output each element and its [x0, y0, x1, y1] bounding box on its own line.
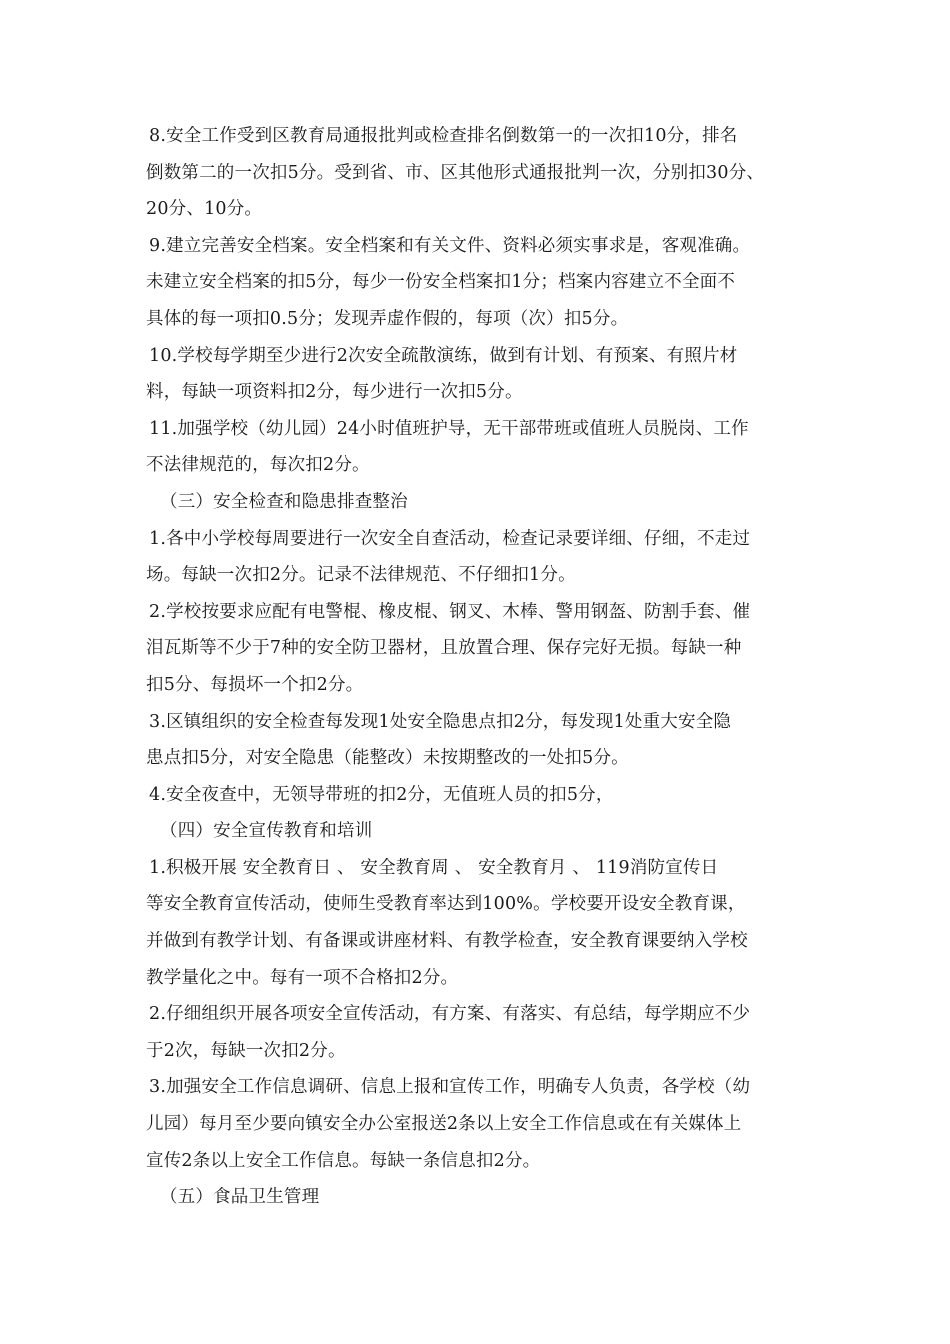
document-body — [146, 118, 826, 1216]
text-line: 8.安全工作受到区教育局通报批判或检查排名倒数第一的一次扣10分，排名 — [149, 126, 738, 146]
text-line: 患点扣5分，对安全隐患（能整改）未按期整改的一处扣5分。 — [146, 748, 629, 769]
text-line: 1.积极开展 安全教育日 、 安全教育周 、 安全教育月 、 119消防宣传日 — [149, 857, 719, 878]
text-line: 2.学校按要求应配有电警棍、橡皮棍、钢叉、木棒、警用钢盔、防割手套、催 — [149, 601, 751, 622]
text-line: 不法律规范的，每次扣2分。 — [146, 455, 370, 476]
text-line: 9.建立完善安全档案。安全档案和有关文件、资料必须实事求是，客观准确。 — [149, 235, 751, 256]
text-line: （三）安全检查和隐患排查整治 — [160, 491, 408, 512]
text-line: 未建立安全档案的扣5分，每少一份安全档案扣1分；档案内容建立不全面不 — [146, 272, 736, 293]
text-line: 4.安全夜查中，无领导带班的扣2分，无值班人员的扣5分， — [149, 784, 614, 805]
text-line: 11.加强学校（幼儿园）24小时值班护导，无干部带班或值班人员脱岗、工作 — [149, 418, 749, 439]
text-line: 并做到有教学计划、有备课或讲座材料、有教学检查，安全教育课要纳入学校 — [146, 931, 748, 952]
text-line: 儿园）每月至少要向镇安全办公室报送2条以上安全工作信息或在有关媒体上 — [146, 1114, 742, 1135]
text-line: 10.学校每学期至少进行2次安全疏散演练，做到有计划、有预案、有照片材 — [149, 345, 738, 366]
text-line: 1.各中小学校每周要进行一次安全自查活动，检查记录要详细、仔细，不走过 — [149, 528, 751, 549]
text-line: 扣5分、每损坏一个扣2分。 — [146, 674, 364, 695]
text-line: 20分、10分。 — [146, 199, 263, 220]
text-line: 场。每缺一次扣2分。记录不法律规范、不仔细扣1分。 — [146, 565, 576, 586]
text-line: 教学量化之中。每有一项不合格扣2分。 — [146, 967, 459, 988]
text-line: 于2次，每缺一次扣2分。 — [146, 1040, 346, 1061]
text-line: （五）食品卫生管理 — [160, 1187, 320, 1208]
text-line: 3.加强安全工作信息调研、信息上报和宣传工作，明确专人负责，各学校（幼 — [149, 1077, 751, 1098]
text-line: （四）安全宣传教育和培训 — [160, 821, 373, 842]
text-line: 2.仔细组织开展各项安全宣传活动，有方案、有落实、有总结，每学期应不少 — [149, 1004, 751, 1025]
text-line: 料，每缺一项资料扣2分，每少进行一次扣5分。 — [146, 382, 523, 403]
text-line: 等安全教育宣传活动，使师生受教育率达到100%。学校要开设安全教育课， — [146, 894, 746, 915]
text-line: 泪瓦斯等不少于7种的安全防卫器材，且放置合理、保存完好无损。每缺一种 — [146, 638, 742, 659]
text-line: 3.区镇组织的安全检查每发现1处安全隐患点扣2分，每发现1处重大安全隐 — [149, 711, 732, 732]
text-line: 倒数第二的一次扣5分。受到省、市、区其他形式通报批判一次，分别扣30分、 — [146, 162, 765, 183]
text-line: 具体的每一项扣0.5分；发现弄虚作假的，每项（次）扣5分。 — [146, 308, 629, 329]
text-line: 宣传2条以上安全工作信息。每缺一条信息扣2分。 — [146, 1150, 541, 1171]
